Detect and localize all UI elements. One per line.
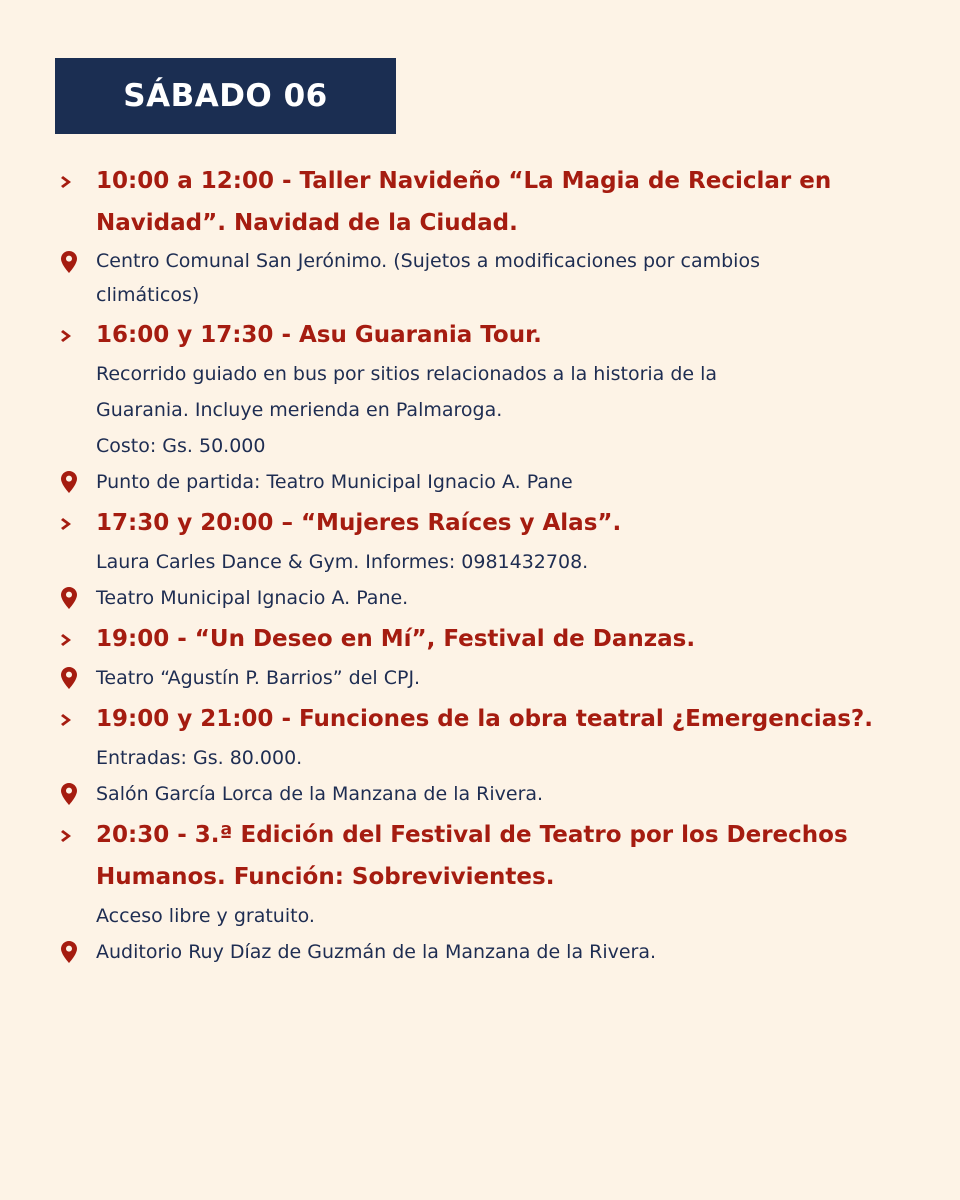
event-title-line: 19:00 - “Un Deseo en Mí”, Festival de Danzas. xyxy=(96,626,696,652)
detail-line: Laura Carles Dance & Gym. Informes: 0981432708. xyxy=(96,551,589,573)
map-pin-icon xyxy=(60,250,78,274)
event-title-line: Navidad”. Navidad de la Ciudad. xyxy=(96,210,518,236)
detail-line: Entradas: Gs. 80.000. xyxy=(96,747,303,769)
event-details xyxy=(60,356,940,464)
event-title xyxy=(60,160,940,244)
map-pin-icon xyxy=(60,782,78,806)
event-schedule xyxy=(60,158,940,970)
event-title xyxy=(60,618,940,660)
map-pin-icon xyxy=(60,666,78,690)
location-line: climáticos) xyxy=(96,284,200,306)
event-details xyxy=(60,544,940,580)
chevron-right-icon xyxy=(60,829,74,843)
event-title-line: 17:30 y 20:00 – “Mujeres Raíces y Alas”. xyxy=(96,510,622,536)
chevron-right-icon xyxy=(60,713,74,727)
chevron-right-icon xyxy=(60,633,74,647)
detail-line: Recorrido guiado en bus por sitios relacionados a la historia de la xyxy=(96,363,718,385)
event-details xyxy=(60,740,940,776)
detail-line: Costo: Gs. 50.000 xyxy=(96,435,266,457)
location-line: Centro Comunal San Jerónimo. (Sujetos a modificaciones por cambios xyxy=(96,250,760,272)
chevron-right-icon xyxy=(60,329,74,343)
event-location xyxy=(60,580,940,616)
event-location xyxy=(60,660,940,696)
location-line: Salón García Lorca de la Manzana de la Rivera. xyxy=(96,783,544,805)
chevron-right-icon xyxy=(60,175,74,189)
event-title xyxy=(60,314,940,356)
event-title xyxy=(60,698,940,740)
detail-line: Guarania. Incluye merienda en Palmaroga. xyxy=(96,399,503,421)
map-pin-icon xyxy=(60,470,78,494)
event-title xyxy=(60,814,940,898)
location-line: Punto de partida: Teatro Municipal Ignacio A. Pane xyxy=(96,471,573,493)
event-title-line: 20:30 - 3.ª Edición del Festival de Teatro por los Derechos xyxy=(96,822,848,848)
event-title-line: 19:00 y 21:00 - Funciones de la obra teatral ¿Emergencias?. xyxy=(96,706,873,732)
event-location xyxy=(60,464,940,500)
chevron-right-icon xyxy=(60,517,74,531)
location-line: Auditorio Ruy Díaz de Guzmán de la Manzana de la Rivera. xyxy=(96,941,657,963)
location-line: Teatro Municipal Ignacio A. Pane. xyxy=(96,587,409,609)
day-header: SÁBADO 06 xyxy=(55,58,396,134)
detail-line: Acceso libre y gratuito. xyxy=(96,905,315,927)
map-pin-icon xyxy=(60,586,78,610)
event-location xyxy=(60,244,940,312)
event-title-line: Humanos. Función: Sobrevivientes. xyxy=(96,864,555,890)
location-line: Teatro “Agustín P. Barrios” del CPJ. xyxy=(96,667,421,689)
event-title xyxy=(60,502,940,544)
event-title-line: 16:00 y 17:30 - Asu Guarania Tour. xyxy=(96,322,542,348)
event-location xyxy=(60,934,940,970)
map-pin-icon xyxy=(60,940,78,964)
event-details xyxy=(60,898,940,934)
event-title-line: 10:00 a 12:00 - Taller Navideño “La Magia de Reciclar en xyxy=(96,168,832,194)
event-location xyxy=(60,776,940,812)
